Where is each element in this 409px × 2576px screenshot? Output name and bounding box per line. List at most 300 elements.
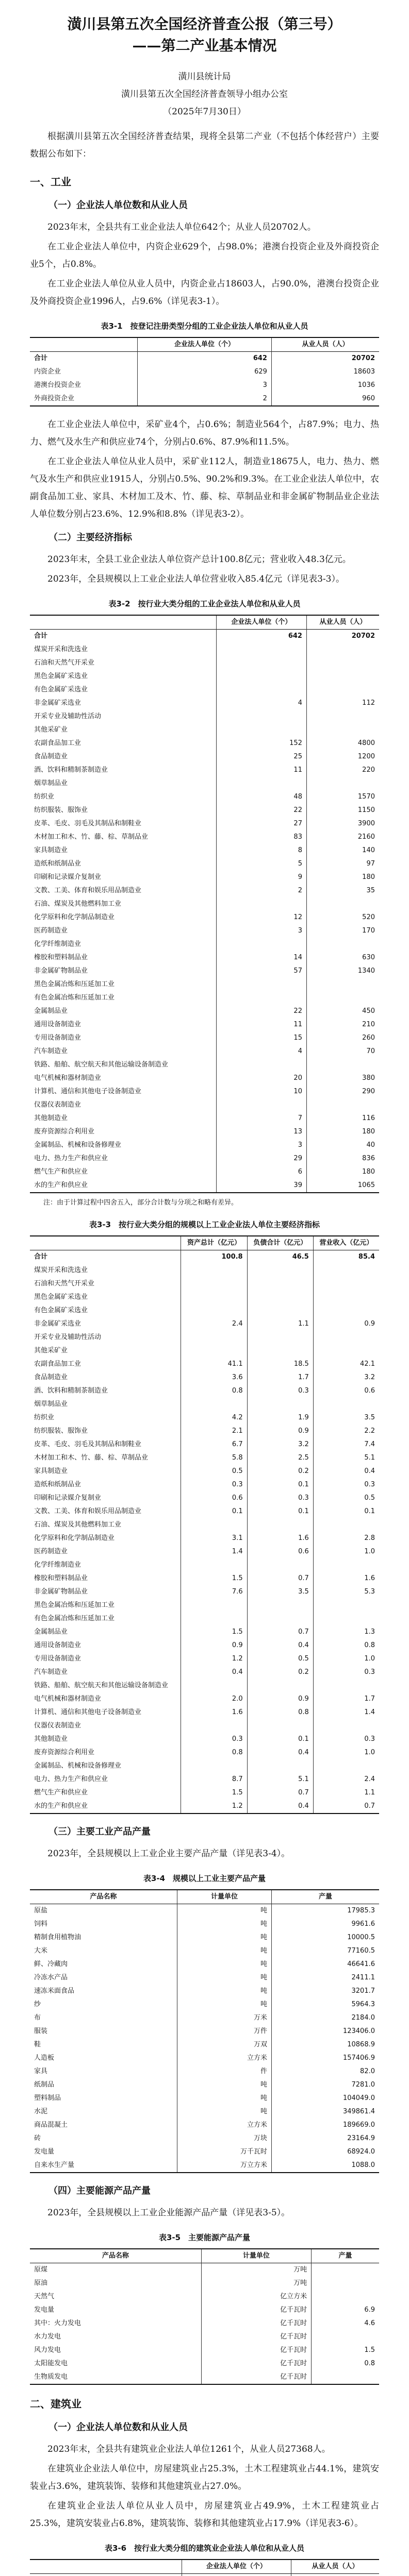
cell-value — [247, 1331, 313, 1344]
row-label: 金属制品、机械和设备修理业 — [30, 1139, 216, 1152]
row-label: 合计 — [30, 352, 138, 366]
row-label: 非金属矿采选业 — [30, 1317, 181, 1331]
cell-value: 836 — [306, 1152, 379, 1165]
table-row — [30, 697, 379, 710]
cell-value: 1.0 — [313, 1746, 379, 1759]
cell-value: 3.1 — [181, 1532, 247, 1545]
cell-value: 7.6 — [181, 1585, 247, 1599]
table-row — [30, 790, 379, 804]
row-label: 生物质发电 — [30, 2370, 201, 2384]
column-header: 计量单位 — [201, 2249, 311, 2263]
cell-value — [181, 1344, 247, 1358]
row-label: 电力、热力生产和供应业 — [30, 1152, 216, 1165]
cell-value: 23164.9 — [272, 2132, 379, 2145]
row-label: 水的生产和供应业 — [30, 1800, 181, 1814]
cell-value — [306, 1058, 379, 1072]
intro-paragraph: 根据潢川县第五次全国经济普查结果，现将全县第二产业（不包括个体经营户）主要数据公布如下： — [30, 131, 379, 159]
row-label: 大米 — [30, 1944, 177, 1958]
cell-value: 1.2 — [181, 1800, 247, 1814]
paragraph: 在工业企业法人单位从业人员中，内资企业占18603人，占90.0%，港澳台投资企业及外商投资企业1996人，占9.6%（详见表3-1）。 — [30, 279, 379, 307]
table-row — [30, 2290, 379, 2303]
table-row — [30, 1358, 379, 1371]
table-row — [30, 2303, 379, 2317]
row-label: 非金属矿采选业 — [30, 697, 216, 710]
row-label — [30, 2574, 182, 2576]
cell-value: 1340 — [306, 964, 379, 978]
cell-value: 123406.0 — [272, 2025, 379, 2038]
row-label: 其他采矿业 — [30, 1344, 181, 1358]
publish-date: （2025年7月30日） — [163, 107, 246, 117]
table-row — [30, 2065, 379, 2078]
cell-value — [306, 938, 379, 951]
cell-value: 17985.3 — [272, 1904, 379, 1918]
cell-value: 0.5 — [181, 1465, 247, 1478]
row-label: 计算机、通信和其他电子设备制造业 — [30, 1706, 181, 1719]
row-label: 农副食品加工业 — [30, 1358, 181, 1371]
cell-value: 0.6 — [181, 1492, 247, 1505]
row-label: 金属制品业 — [30, 1625, 181, 1639]
paragraph: 在工业企业法人单位中，内资企业629个，占98.0%；港澳台投资企业及外商投资企业5个，占0.8%。 — [30, 242, 379, 269]
table-row — [30, 710, 379, 723]
cell-value — [312, 2370, 379, 2384]
row-label: 纱 — [30, 1998, 177, 2011]
cell-value: 0.7 — [247, 1572, 313, 1585]
row-label: 水的生产和供应业 — [30, 1179, 216, 1193]
cell-value: 0.2 — [247, 1465, 313, 1478]
cell-value — [216, 683, 306, 697]
cell-value: 0.9 — [247, 1425, 313, 1438]
page-subtitle: ——第二产业基本情况 — [132, 37, 277, 54]
row-label: 通用设备制造业 — [30, 1639, 181, 1652]
cell-value: 万立方米 — [177, 2159, 271, 2173]
cell-value: 22 — [216, 1005, 306, 1018]
cell-value: 520 — [306, 911, 379, 924]
cell-value: 2 — [216, 884, 306, 897]
table-row — [30, 2132, 379, 2145]
paragraph: 2023年末，全县工业企业法人单位资产总计100.8亿元；营业收入48.3亿元。 — [47, 554, 351, 565]
table-row — [30, 1612, 379, 1625]
paragraph: 在工业企业法人单位中，采矿业4个，占0.6%；制造业564个，占87.9%；电力、热力、燃气及水生产和供应业74个，分别占0.6%、87.9%和11.5%。 — [30, 419, 379, 447]
cell-value: 35 — [306, 884, 379, 897]
table-row — [30, 978, 379, 991]
cell-value: 170 — [306, 924, 379, 938]
column-header — [30, 2560, 182, 2574]
cell-value: 吨 — [177, 1904, 271, 1918]
row-label: 太阳能发电 — [30, 2357, 201, 2370]
table-row — [30, 991, 379, 1005]
cell-value — [313, 1518, 379, 1532]
column-header: 产量 — [312, 2249, 379, 2263]
cell-value: 0.2 — [247, 1666, 313, 1679]
cell-value: 8.7 — [181, 1773, 247, 1786]
row-label: 纺织业 — [30, 1411, 181, 1425]
cell-value: 0.8 — [312, 2357, 379, 2370]
cell-value: 0.4 — [247, 1639, 313, 1652]
table-row — [30, 1904, 379, 1918]
row-label: 燃气生产和供应业 — [30, 1786, 181, 1800]
table-header-row — [30, 337, 379, 352]
table-row — [30, 2317, 379, 2330]
table-row — [30, 1371, 379, 1384]
table-row — [30, 1931, 379, 1944]
table-row — [30, 1179, 379, 1193]
cell-value — [313, 1304, 379, 1317]
row-label: 医药制造业 — [30, 1545, 181, 1558]
cell-value — [306, 777, 379, 790]
cell-value: 0.4 — [247, 1800, 313, 1814]
row-label: 其他制造业 — [30, 1112, 216, 1125]
cell-value: 20702 — [271, 352, 379, 366]
row-label: 废弃资源综合利用业 — [30, 1125, 216, 1139]
table-row — [30, 1165, 379, 1179]
cell-value: 0.8 — [181, 1384, 247, 1398]
cell-value: 450 — [306, 1005, 379, 1018]
row-label: 煤炭开采和洗选业 — [30, 1264, 181, 1277]
row-label: 黑色金属矿采选业 — [30, 1291, 181, 1304]
cell-value: 5.1 — [313, 1451, 379, 1465]
row-label: 开采专业及辅助性活动 — [30, 710, 216, 723]
cell-value: 亿千瓦时 — [201, 2370, 311, 2384]
column-header: 营业收入（亿元） — [313, 1236, 379, 1250]
cell-value: 220 — [306, 764, 379, 777]
row-label: 饲料 — [30, 1918, 177, 1931]
cell-value: 0.3 — [247, 1492, 313, 1505]
cell-value: 20 — [216, 1072, 306, 1085]
table-row — [30, 379, 379, 392]
row-label: 风力发电 — [30, 2344, 201, 2357]
table-row — [30, 1438, 379, 1451]
cell-value: 1.7 — [313, 1692, 379, 1706]
table-header-row — [30, 2560, 379, 2574]
construction-units-heading: （一）企业法人单位数和从业人员 — [48, 2422, 188, 2433]
cell-value: 0.9 — [181, 1639, 247, 1652]
row-label: 原煤 — [30, 2263, 201, 2277]
cell-value: 0.4 — [247, 1746, 313, 1759]
cell-value: 亿千瓦时 — [201, 2357, 311, 2370]
energy-products-heading: （四）主要能源产品产量 — [48, 2185, 151, 2196]
table-row — [30, 1639, 379, 1652]
row-label: 鲜、冷藏肉 — [30, 1958, 177, 1971]
cell-value: 吨 — [177, 1918, 271, 1931]
row-label: 金属制品业 — [30, 1005, 216, 1018]
row-label: 非金属矿物制品业 — [30, 964, 216, 978]
cell-value: 立方米 — [177, 2119, 271, 2132]
cell-value: 41.1 — [181, 1358, 247, 1371]
cell-value — [247, 1518, 313, 1532]
row-label: 速冻米面食品 — [30, 1985, 177, 1998]
row-label: 化学原料和化学制品制造业 — [30, 911, 216, 924]
column-header: 从业人员（人） — [291, 2560, 379, 2574]
cell-value — [181, 1398, 247, 1411]
paragraph: 在建筑业企业法人单位中，房屋建筑业占25.3%，土木工程建筑业占44.1%，建筑安装业占3.6%，建筑装饰、装修和其他建筑业占27.0%。 — [30, 2464, 379, 2492]
cell-value — [306, 656, 379, 670]
cell-value: 3 — [216, 1139, 306, 1152]
cell-value — [247, 1398, 313, 1411]
table-row — [30, 1045, 379, 1058]
row-label: 造纸和纸制品业 — [30, 857, 216, 871]
row-label: 电气机械和器材制造业 — [30, 1072, 216, 1085]
table-row — [30, 1465, 379, 1478]
cell-value: 1.5 — [312, 2344, 379, 2357]
row-label: 纺织服装、服饰业 — [30, 804, 216, 817]
cell-value: 2.4 — [181, 1317, 247, 1331]
cell-value — [313, 1679, 379, 1692]
cell-value — [313, 1277, 379, 1291]
cell-value: 吨 — [177, 1998, 271, 2011]
row-label: 电气机械和器材制造业 — [30, 1692, 181, 1706]
cell-value: 180 — [306, 871, 379, 884]
table-header-row — [30, 2249, 379, 2263]
cell-value — [313, 1719, 379, 1733]
table-row — [30, 2330, 379, 2344]
cell-value: 0.1 — [313, 1505, 379, 1518]
row-label: 仪器仪表制造业 — [30, 1098, 216, 1112]
cell-value: 2 — [138, 392, 272, 406]
cell-value: 70 — [306, 1045, 379, 1058]
cell-value: 85.4 — [313, 1250, 379, 1264]
cell-value: 0.5 — [247, 1652, 313, 1666]
table-row — [30, 1125, 379, 1139]
cell-value: 7281.0 — [272, 2078, 379, 2092]
row-label: 有色金属冶炼和压延加工业 — [30, 991, 216, 1005]
column-header — [30, 615, 216, 630]
row-label: 有色金属矿采选业 — [30, 1304, 181, 1317]
cell-value — [247, 1304, 313, 1317]
row-label: 文教、工美、体育和娱乐用品制造业 — [30, 884, 216, 897]
table-row — [30, 1719, 379, 1733]
row-label: 化学纤维制造业 — [30, 938, 216, 951]
cell-value: 件 — [177, 2065, 271, 2078]
cell-value: 629 — [138, 365, 272, 379]
table-row — [30, 1112, 379, 1125]
cell-value — [216, 897, 306, 911]
cell-value: 万吨 — [201, 2277, 311, 2290]
cell-value — [313, 1398, 379, 1411]
cell-value: 7 — [216, 1112, 306, 1125]
cell-value — [181, 1518, 247, 1532]
cell-value: 18.5 — [247, 1358, 313, 1371]
row-label: 石油和天然气开采业 — [30, 656, 216, 670]
table-row — [30, 1971, 379, 1985]
cell-value: 5.3 — [313, 1585, 379, 1599]
cell-value: 4800 — [306, 737, 379, 750]
cell-value: 104049.0 — [272, 2092, 379, 2105]
cell-value: 3 — [138, 379, 272, 392]
cell-value: 0.3 — [181, 1733, 247, 1746]
cell-value: 0.7 — [313, 1800, 379, 1814]
table-row — [30, 2052, 379, 2065]
cell-value — [306, 897, 379, 911]
table-row — [30, 1072, 379, 1085]
cell-value — [306, 991, 379, 1005]
cell-value: 3.6 — [181, 1371, 247, 1384]
cell-value: 5 — [216, 857, 306, 871]
row-label: 仪器仪表制造业 — [30, 1719, 181, 1733]
cell-value: 吨 — [177, 1944, 271, 1958]
paragraph: 2023年，全县规模以上工业企业能源产品产量（详见表3-5）。 — [47, 2208, 290, 2218]
cell-value — [216, 777, 306, 790]
cell-value — [313, 1291, 379, 1304]
cell-value — [181, 1612, 247, 1625]
cell-value: 0.8 — [247, 1706, 313, 1719]
cell-value: 1200 — [306, 750, 379, 764]
cell-value: 1.6 — [247, 1532, 313, 1545]
cell-value: 112 — [306, 697, 379, 710]
cell-value — [216, 978, 306, 991]
cell-value: 210 — [306, 1018, 379, 1031]
cell-value: 5.8 — [181, 1451, 247, 1465]
row-label: 家具 — [30, 2065, 177, 2078]
row-label: 木材加工和木、竹、藤、棕、草制品业 — [30, 1451, 181, 1465]
table-row — [30, 1505, 379, 1518]
cell-value — [312, 2263, 379, 2277]
row-label: 合计 — [30, 1250, 181, 1264]
table-row — [30, 2263, 379, 2277]
cell-value — [181, 1304, 247, 1317]
cell-value: 万块 — [177, 2132, 271, 2145]
cell-value: 1.3 — [313, 1625, 379, 1639]
cell-value: 3201.7 — [272, 1985, 379, 1998]
row-label: 纺织业 — [30, 790, 216, 804]
cell-value — [216, 1098, 306, 1112]
table-row — [30, 1733, 379, 1746]
row-label: 专用设备制造业 — [30, 1031, 216, 1045]
cell-value: 630 — [306, 951, 379, 964]
cell-value: 1.6 — [181, 1706, 247, 1719]
cell-value: 116 — [306, 1112, 379, 1125]
cell-value: 189669.0 — [272, 2119, 379, 2132]
cell-value: 0.4 — [313, 1465, 379, 1478]
row-label: 合计 — [30, 630, 216, 643]
row-label: 通用设备制造业 — [30, 1018, 216, 1031]
cell-value: 82.0 — [272, 2065, 379, 2078]
table-row — [30, 1384, 379, 1398]
cell-value: 0.9 — [313, 1317, 379, 1331]
table-row — [30, 1706, 379, 1719]
table-row — [30, 1492, 379, 1505]
column-header: 企业法人单位（个） — [216, 615, 306, 630]
table-row — [30, 1572, 379, 1585]
column-header: 计量单位 — [177, 1890, 271, 1904]
cell-value — [247, 1558, 313, 1572]
table-caption: 表3-4 规模以上工业主要产品产量 — [143, 1874, 266, 1883]
row-label: 化学原料和化学制品制造业 — [30, 1532, 181, 1545]
cell-value: 0.7 — [247, 1786, 313, 1800]
cell-value — [306, 1098, 379, 1112]
cell-value — [216, 723, 306, 737]
section-construction-heading: 二、建筑业 — [30, 2398, 81, 2410]
table-row — [30, 643, 379, 656]
table-row — [30, 964, 379, 978]
cell-value: 1.5 — [181, 1786, 247, 1800]
cell-value: 46.5 — [247, 1250, 313, 1264]
table-caption: 表3-2 按行业大类分组的工业企业法人单位和从业人员 — [108, 599, 301, 608]
table-row — [30, 1518, 379, 1532]
cell-value: 2184.0 — [272, 2011, 379, 2025]
table-row — [30, 831, 379, 844]
table-row — [30, 1031, 379, 1045]
cell-value: 14 — [216, 951, 306, 964]
table-row — [30, 1058, 379, 1072]
cell-value — [312, 2290, 379, 2303]
table-row — [30, 352, 379, 366]
cell-value: 46641.6 — [272, 1958, 379, 1971]
cell-value — [291, 2574, 379, 2576]
cell-value — [306, 978, 379, 991]
cell-value: 2.8 — [313, 1532, 379, 1545]
row-label: 文教、工美、体育和娱乐用品制造业 — [30, 1505, 181, 1518]
row-label: 铁路、船舶、航空航天和其他运输设备制造业 — [30, 1679, 181, 1692]
cell-value: 960 — [271, 392, 379, 406]
cell-value: 吨 — [177, 1985, 271, 1998]
cell-value: 1.4 — [313, 1706, 379, 1719]
cell-value: 1065 — [306, 1179, 379, 1193]
table-row — [30, 1317, 379, 1331]
row-label: 内资企业 — [30, 365, 138, 379]
cell-value — [306, 643, 379, 656]
row-label: 发电量 — [30, 2303, 201, 2317]
cell-value: 0.7 — [247, 1625, 313, 1639]
row-label: 商品混凝土 — [30, 2119, 177, 2132]
cell-value: 0.3 — [313, 1666, 379, 1679]
table-3-3 — [30, 1235, 379, 1814]
cell-value: 42.1 — [313, 1358, 379, 1371]
cell-value: 0.9 — [247, 1692, 313, 1706]
table-header-row — [30, 615, 379, 630]
table-row — [30, 1085, 379, 1098]
table-row — [30, 1652, 379, 1666]
row-label: 烟草制品业 — [30, 777, 216, 790]
table-row — [30, 1098, 379, 1112]
cell-value: 15 — [216, 1031, 306, 1045]
cell-value: 1.6 — [313, 1572, 379, 1585]
cell-value: 20702 — [306, 630, 379, 643]
table-row — [30, 1800, 379, 1814]
cell-value: 0.6 — [247, 1545, 313, 1558]
row-label: 其他采矿业 — [30, 723, 216, 737]
table-row — [30, 1304, 379, 1317]
cell-value: 亿千瓦时 — [201, 2344, 311, 2357]
cell-value: 0.1 — [247, 1733, 313, 1746]
cell-value: 吨 — [177, 1931, 271, 1944]
table-row — [30, 1291, 379, 1304]
cell-value: 12 — [216, 911, 306, 924]
table-row — [30, 723, 379, 737]
cell-value — [181, 1291, 247, 1304]
cell-value: 100.8 — [181, 1250, 247, 1264]
table-row — [30, 2370, 379, 2384]
cell-value — [216, 1058, 306, 1072]
cell-value: 68924.0 — [272, 2145, 379, 2159]
paragraph: 在工业企业法人单位从业人员中，采矿业112人，制造业18675人，电力、热力、燃气及水生产和供应业1915人，分别占0.5%、90.2%和9.3%。在工业企业法人单位中，农副食品加工业、家具、木材加工及木、竹、藤、棕、草制品业和非金属矿物制品业企业法人单位数分别占23.6%、12.9%和8.8%（详见表3-2）。 — [30, 456, 379, 519]
table-note: 注：由于计算过程中四舍五入，部分合计数与分项之和略有差异。 — [43, 1199, 238, 1207]
cell-value — [247, 1719, 313, 1733]
cell-value — [181, 1679, 247, 1692]
cell-value: 1.0 — [313, 1652, 379, 1666]
table-row — [30, 2159, 379, 2173]
cell-value: 1.2 — [181, 1652, 247, 1666]
row-label: 铁路、船舶、航空航天和其他运输设备制造业 — [30, 1058, 216, 1072]
table-row — [30, 2574, 379, 2576]
cell-value — [181, 1331, 247, 1344]
row-label: 塑料制品 — [30, 2092, 177, 2105]
issuer-office: 潢川县第五次全国经济普查领导小组办公室 — [121, 89, 288, 99]
cell-value — [306, 683, 379, 697]
table-3-6 — [30, 2559, 379, 2576]
cell-value: 97 — [306, 857, 379, 871]
table-caption: 表3-3 按行业大类分组的规模以上工业企业法人单位主要经济指标 — [89, 1220, 320, 1229]
row-label: 天然气 — [30, 2290, 201, 2303]
